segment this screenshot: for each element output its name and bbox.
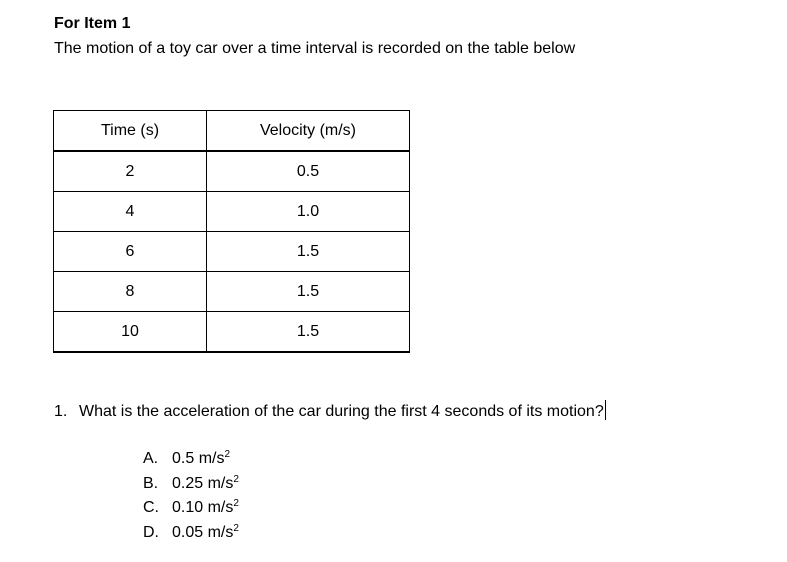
velocity-cell: 1.5 xyxy=(207,312,410,353)
table-row xyxy=(54,312,410,353)
option-letter: B. xyxy=(143,474,159,492)
option-exponent: 2 xyxy=(233,498,239,509)
table-row xyxy=(54,192,410,232)
text-cursor xyxy=(605,400,606,420)
option-letter: C. xyxy=(143,499,159,516)
option-exponent: 2 xyxy=(224,449,231,460)
header-velocity: Velocity (m/s) xyxy=(207,111,410,152)
option-letter: A. xyxy=(143,450,159,467)
velocity-cell: 1.0 xyxy=(207,192,410,232)
item-heading: For Item 1 xyxy=(54,15,131,32)
option-exponent: 2 xyxy=(233,522,239,534)
option-letter: D. xyxy=(143,523,159,541)
option-a xyxy=(143,449,239,474)
table-header-row xyxy=(54,111,410,152)
velocity-cell: 1.5 xyxy=(207,232,410,272)
table-row xyxy=(54,232,410,272)
option-d xyxy=(143,523,239,548)
time-cell: 2 xyxy=(54,151,207,192)
motion-data-table xyxy=(53,110,410,353)
table-row xyxy=(54,151,410,192)
option-b xyxy=(143,474,239,499)
time-cell: 8 xyxy=(54,272,207,312)
option-value: 0.5 m/s xyxy=(172,450,225,467)
question-1[interactable] xyxy=(54,400,606,422)
table-row xyxy=(54,272,410,312)
header-time: Time (s) xyxy=(54,111,207,152)
option-value: 0.25 m/s xyxy=(172,474,234,492)
answer-options xyxy=(143,449,239,547)
question-text: What is the acceleration of the car during the first 4 seconds of its motion? xyxy=(79,403,604,420)
time-cell: 4 xyxy=(54,192,207,232)
velocity-cell: 0.5 xyxy=(207,151,410,192)
question-number: 1. xyxy=(54,403,68,420)
time-cell: 10 xyxy=(54,312,207,353)
option-value: 0.05 m/s xyxy=(172,523,234,541)
option-c xyxy=(143,498,239,523)
velocity-cell: 1.5 xyxy=(207,272,410,312)
option-exponent: 2 xyxy=(233,473,239,485)
option-value: 0.10 m/s xyxy=(172,499,234,516)
intro-text: The motion of a toy car over a time interval is recorded on the table below xyxy=(54,40,576,57)
time-cell: 6 xyxy=(54,232,207,272)
